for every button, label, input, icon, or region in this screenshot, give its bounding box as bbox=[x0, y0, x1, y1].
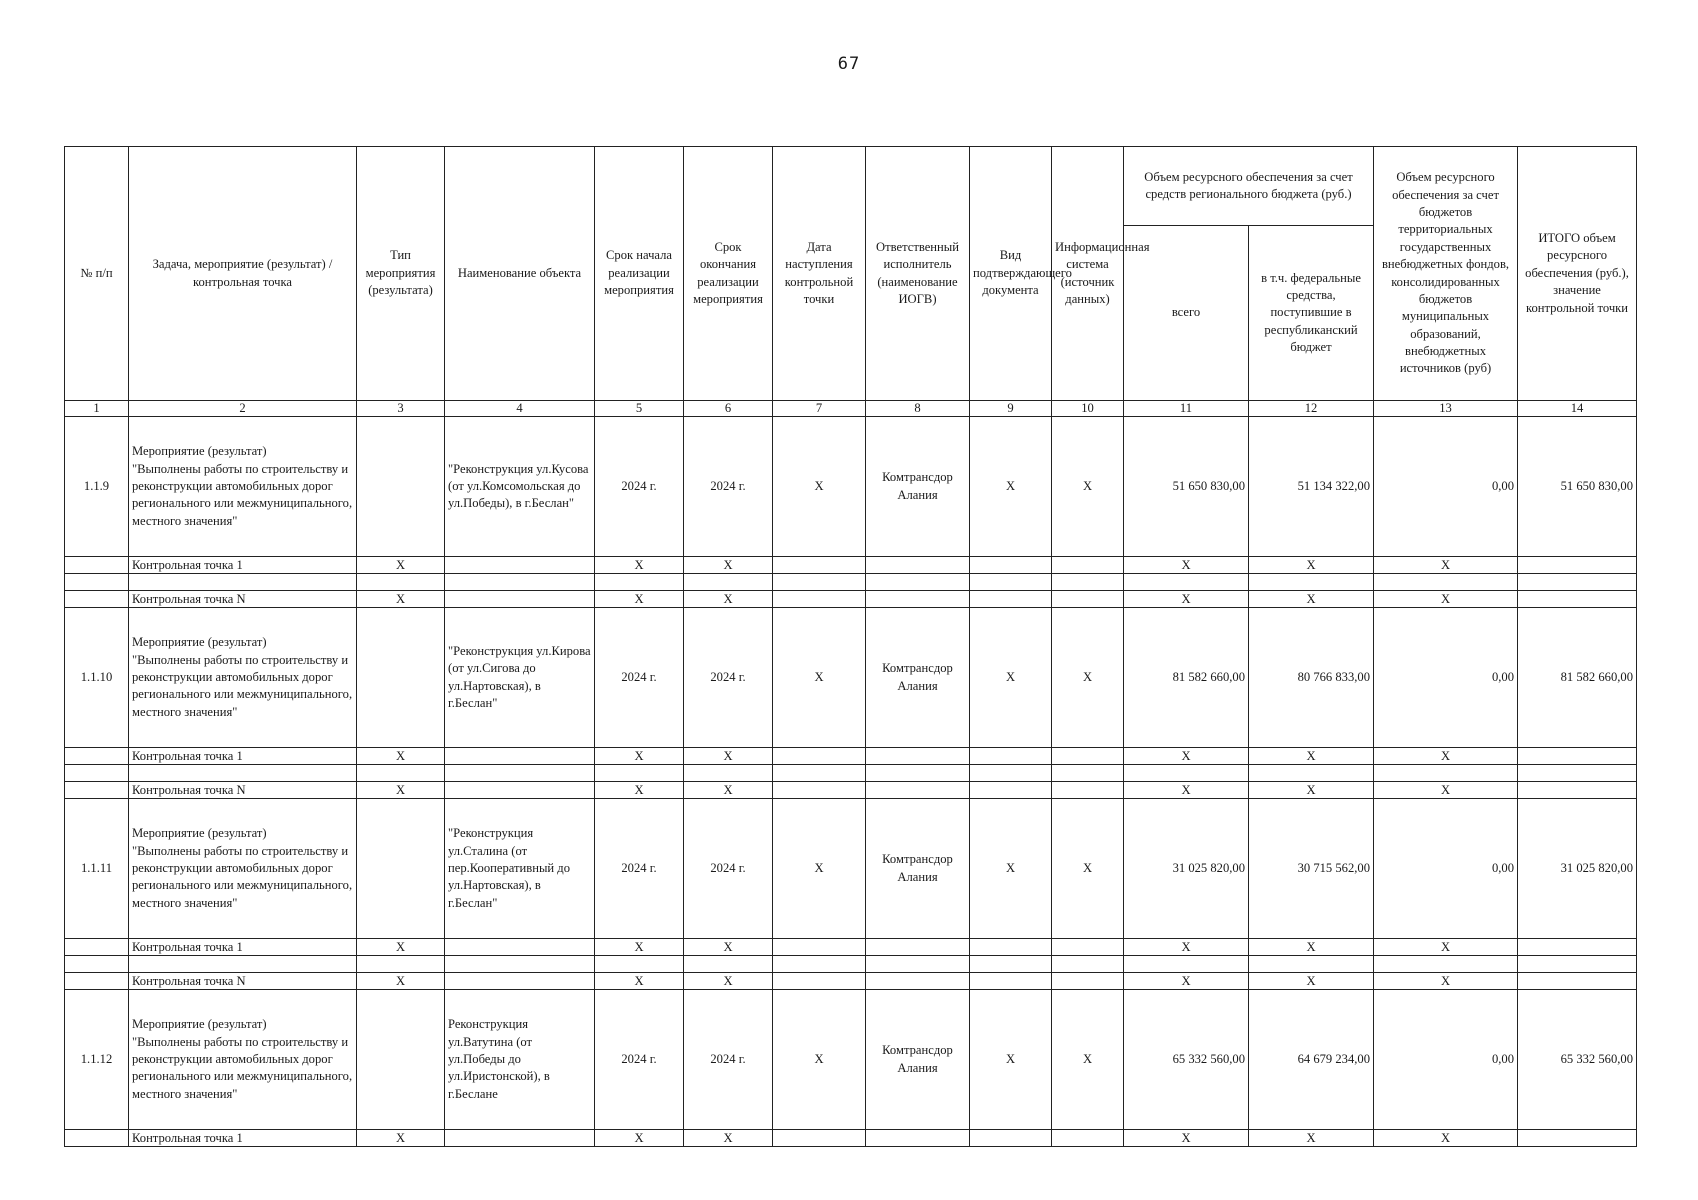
checkpoint-mark: X bbox=[684, 748, 773, 765]
column-number: 3 bbox=[357, 401, 445, 417]
activity-row bbox=[65, 608, 1637, 748]
blank-row bbox=[65, 765, 1637, 782]
activity-number: 1.1.11 bbox=[65, 799, 129, 939]
activity-start: 2024 г. bbox=[595, 608, 684, 748]
activity-executor: Комтрансдор Алания bbox=[866, 608, 970, 748]
activity-end: 2024 г. bbox=[684, 799, 773, 939]
column-number: 1 bbox=[65, 401, 129, 417]
activity-grand-total: 65 332 560,00 bbox=[1518, 990, 1637, 1130]
checkpoint-mark: X bbox=[595, 939, 684, 956]
activity-executor: Комтрансдор Алания bbox=[866, 799, 970, 939]
checkpoint-row bbox=[65, 748, 1637, 765]
checkpoint-mark: X bbox=[1249, 939, 1374, 956]
activity-info-system: X bbox=[1052, 799, 1124, 939]
checkpoint-mark: X bbox=[357, 1130, 445, 1147]
checkpoint-mark: X bbox=[1249, 557, 1374, 574]
activity-grand-total: 31 025 820,00 bbox=[1518, 799, 1637, 939]
activity-type bbox=[357, 417, 445, 557]
checkpoint-mark: X bbox=[357, 748, 445, 765]
column-number: 2 bbox=[129, 401, 357, 417]
checkpoint-mark: X bbox=[357, 591, 445, 608]
checkpoint-mark: X bbox=[357, 557, 445, 574]
activity-object: Реконструкция ул.Ватутина (от ул.Победы до ул.Иристонской), в г.Беслане bbox=[445, 990, 595, 1130]
checkpoint-row bbox=[65, 973, 1637, 990]
column-number: 5 bbox=[595, 401, 684, 417]
activity-number: 1.1.12 bbox=[65, 990, 129, 1130]
activity-doc-type: X bbox=[970, 799, 1052, 939]
col-header-other-funds: Объем ресурсного обеспечения за счет бюджетов территориальных государственных внебюджетных фондов, консолидированных бюджетов муниципальных образований, внебюджетных источников (руб) bbox=[1374, 147, 1518, 401]
checkpoint-mark: X bbox=[684, 1130, 773, 1147]
activity-end: 2024 г. bbox=[684, 417, 773, 557]
header-row bbox=[65, 147, 1637, 226]
activity-number: 1.1.9 bbox=[65, 417, 129, 557]
col-header-type: Тип мероприятия (результата) bbox=[357, 147, 445, 401]
activity-object: "Реконструкция ул.Кусова (от ул.Комсомольская до ул.Победы), в г.Беслан" bbox=[445, 417, 595, 557]
checkpoint-mark: X bbox=[1124, 939, 1249, 956]
activity-other-funds: 0,00 bbox=[1374, 417, 1518, 557]
table-body bbox=[65, 417, 1637, 1147]
col-header-doc-type: Вид подтверждающего документа bbox=[970, 147, 1052, 401]
checkpoint-mark: X bbox=[1124, 591, 1249, 608]
checkpoint-mark: X bbox=[684, 782, 773, 799]
checkpoint-mark: X bbox=[1124, 1130, 1249, 1147]
activity-object: "Реконструкция ул.Сталина (от пер.Кооперативный до ул.Нартовская), в г.Беслан" bbox=[445, 799, 595, 939]
activity-type bbox=[357, 608, 445, 748]
activity-start: 2024 г. bbox=[595, 799, 684, 939]
checkpoint-label: Контрольная точка N bbox=[129, 973, 357, 990]
checkpoint-mark: X bbox=[684, 973, 773, 990]
checkpoint-mark: X bbox=[1374, 748, 1518, 765]
checkpoint-mark: X bbox=[1374, 1130, 1518, 1147]
activity-other-funds: 0,00 bbox=[1374, 799, 1518, 939]
checkpoint-row bbox=[65, 939, 1637, 956]
table-header bbox=[65, 147, 1637, 417]
checkpoint-mark: X bbox=[1374, 557, 1518, 574]
activity-checkpoint-date: X bbox=[773, 799, 866, 939]
checkpoint-row bbox=[65, 557, 1637, 574]
column-number: 9 bbox=[970, 401, 1052, 417]
activity-regional-federal: 51 134 322,00 bbox=[1249, 417, 1374, 557]
activity-task: Мероприятие (результат) "Выполнены работы по строительству и реконструкции автомобильных дорог регионального или межмуниципального, местного значения" bbox=[129, 608, 357, 748]
blank-row bbox=[65, 574, 1637, 591]
activity-number: 1.1.10 bbox=[65, 608, 129, 748]
activity-info-system: X bbox=[1052, 990, 1124, 1130]
activity-regional-federal: 80 766 833,00 bbox=[1249, 608, 1374, 748]
activity-regional-federal: 64 679 234,00 bbox=[1249, 990, 1374, 1130]
activity-doc-type: X bbox=[970, 417, 1052, 557]
activity-other-funds: 0,00 bbox=[1374, 608, 1518, 748]
column-number: 14 bbox=[1518, 401, 1637, 417]
checkpoint-label: Контрольная точка N bbox=[129, 782, 357, 799]
checkpoint-mark: X bbox=[1374, 939, 1518, 956]
col-header-executor: Ответственный исполнитель (наименование ИОГВ) bbox=[866, 147, 970, 401]
checkpoint-row bbox=[65, 591, 1637, 608]
activity-info-system: X bbox=[1052, 608, 1124, 748]
checkpoint-mark: X bbox=[1124, 782, 1249, 799]
checkpoint-row bbox=[65, 1130, 1637, 1147]
checkpoint-label: Контрольная точка 1 bbox=[129, 939, 357, 956]
checkpoint-label: Контрольная точка 1 bbox=[129, 748, 357, 765]
col-header-regional-group: Объем ресурсного обеспечения за счет средств регионального бюджета (руб.) bbox=[1124, 147, 1374, 226]
resource-plan-table bbox=[64, 146, 1637, 1147]
activity-regional-total: 81 582 660,00 bbox=[1124, 608, 1249, 748]
activity-object: "Реконструкция ул.Кирова (от ул.Сигова до ул.Нартовская), в г.Беслан" bbox=[445, 608, 595, 748]
column-number: 12 bbox=[1249, 401, 1374, 417]
column-number: 4 bbox=[445, 401, 595, 417]
activity-checkpoint-date: X bbox=[773, 417, 866, 557]
column-number-row bbox=[65, 401, 1637, 417]
checkpoint-mark: X bbox=[595, 591, 684, 608]
checkpoint-mark: X bbox=[684, 591, 773, 608]
checkpoint-mark: X bbox=[1374, 782, 1518, 799]
activity-regional-federal: 30 715 562,00 bbox=[1249, 799, 1374, 939]
activity-task: Мероприятие (результат) "Выполнены работы по строительству и реконструкции автомобильных дорог регионального или межмуниципального, местного значения" bbox=[129, 990, 357, 1130]
activity-executor: Комтрансдор Алания bbox=[866, 990, 970, 1130]
checkpoint-mark: X bbox=[357, 973, 445, 990]
col-header-start: Срок начала реализации мероприятия bbox=[595, 147, 684, 401]
col-header-end: Срок окончания реализации мероприятия bbox=[684, 147, 773, 401]
checkpoint-label: Контрольная точка 1 bbox=[129, 557, 357, 574]
col-header-checkpoint-date: Дата наступления контрольной точки bbox=[773, 147, 866, 401]
checkpoint-mark: X bbox=[1374, 973, 1518, 990]
checkpoint-mark: X bbox=[1249, 748, 1374, 765]
activity-checkpoint-date: X bbox=[773, 608, 866, 748]
checkpoint-mark: X bbox=[1249, 973, 1374, 990]
activity-doc-type: X bbox=[970, 608, 1052, 748]
activity-regional-total: 31 025 820,00 bbox=[1124, 799, 1249, 939]
checkpoint-mark: X bbox=[595, 782, 684, 799]
col-header-regional-total: всего bbox=[1124, 226, 1249, 401]
checkpoint-mark: X bbox=[595, 1130, 684, 1147]
checkpoint-mark: X bbox=[595, 973, 684, 990]
col-header-info-system: Информационная система (источник данных) bbox=[1052, 147, 1124, 401]
activity-type bbox=[357, 799, 445, 939]
activity-end: 2024 г. bbox=[684, 990, 773, 1130]
blank-row bbox=[65, 956, 1637, 973]
activity-grand-total: 51 650 830,00 bbox=[1518, 417, 1637, 557]
activity-start: 2024 г. bbox=[595, 417, 684, 557]
checkpoint-mark: X bbox=[684, 557, 773, 574]
checkpoint-mark: X bbox=[1124, 748, 1249, 765]
activity-end: 2024 г. bbox=[684, 608, 773, 748]
checkpoint-mark: X bbox=[1249, 1130, 1374, 1147]
column-number: 13 bbox=[1374, 401, 1518, 417]
activity-regional-total: 51 650 830,00 bbox=[1124, 417, 1249, 557]
column-number: 6 bbox=[684, 401, 773, 417]
activity-row bbox=[65, 417, 1637, 557]
activity-info-system: X bbox=[1052, 417, 1124, 557]
activity-task: Мероприятие (результат) "Выполнены работы по строительству и реконструкции автомобильных дорог регионального или межмуниципального, местного значения" bbox=[129, 417, 357, 557]
checkpoint-mark: X bbox=[1249, 591, 1374, 608]
activity-row bbox=[65, 799, 1637, 939]
checkpoint-mark: X bbox=[684, 939, 773, 956]
checkpoint-mark: X bbox=[357, 939, 445, 956]
col-header-num: № п/п bbox=[65, 147, 129, 401]
checkpoint-row bbox=[65, 782, 1637, 799]
col-header-task: Задача, мероприятие (результат) / контрольная точка bbox=[129, 147, 357, 401]
column-number: 7 bbox=[773, 401, 866, 417]
checkpoint-mark: X bbox=[1374, 591, 1518, 608]
page-number: 67 bbox=[837, 54, 861, 74]
column-number: 11 bbox=[1124, 401, 1249, 417]
activity-other-funds: 0,00 bbox=[1374, 990, 1518, 1130]
checkpoint-mark: X bbox=[1124, 973, 1249, 990]
activity-grand-total: 81 582 660,00 bbox=[1518, 608, 1637, 748]
checkpoint-mark: X bbox=[595, 748, 684, 765]
activity-checkpoint-date: X bbox=[773, 990, 866, 1130]
activity-task: Мероприятие (результат) "Выполнены работы по строительству и реконструкции автомобильных дорог регионального или межмуниципального, местного значения" bbox=[129, 799, 357, 939]
checkpoint-label: Контрольная точка N bbox=[129, 591, 357, 608]
activity-start: 2024 г. bbox=[595, 990, 684, 1130]
checkpoint-mark: X bbox=[357, 782, 445, 799]
column-number: 8 bbox=[866, 401, 970, 417]
col-header-object: Наименование объекта bbox=[445, 147, 595, 401]
activity-type bbox=[357, 990, 445, 1130]
checkpoint-mark: X bbox=[1249, 782, 1374, 799]
activity-doc-type: X bbox=[970, 990, 1052, 1130]
col-header-grand-total: ИТОГО объем ресурсного обеспечения (руб.), значение контрольной точки bbox=[1518, 147, 1637, 401]
checkpoint-label: Контрольная точка 1 bbox=[129, 1130, 357, 1147]
activity-executor: Комтрансдор Алания bbox=[866, 417, 970, 557]
checkpoint-mark: X bbox=[595, 557, 684, 574]
activity-regional-total: 65 332 560,00 bbox=[1124, 990, 1249, 1130]
activity-row bbox=[65, 990, 1637, 1130]
checkpoint-mark: X bbox=[1124, 557, 1249, 574]
column-number: 10 bbox=[1052, 401, 1124, 417]
col-header-regional-federal: в т.ч. федеральные средства, поступившие в республиканский бюджет bbox=[1249, 226, 1374, 401]
